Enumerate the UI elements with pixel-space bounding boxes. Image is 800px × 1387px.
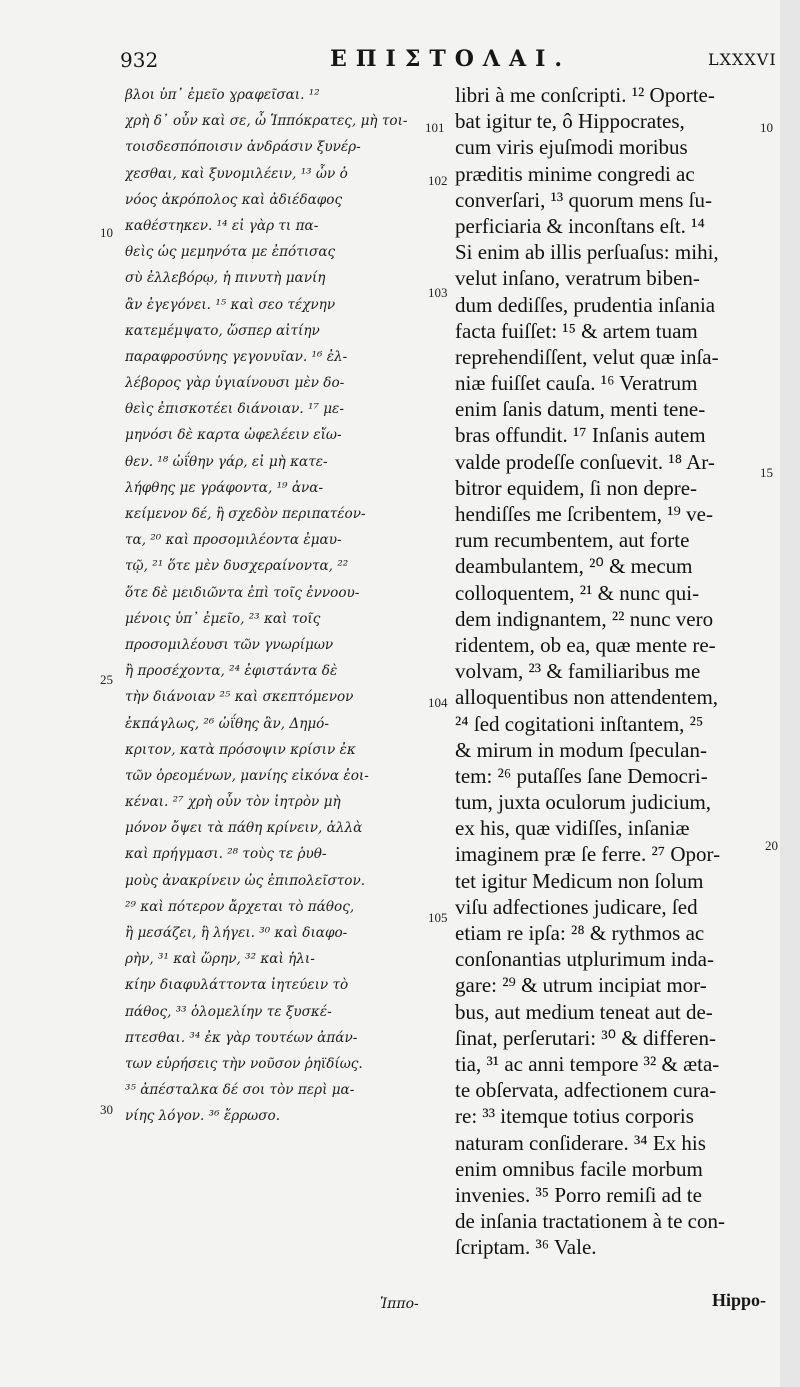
greek-text-line: ²⁹ καὶ πότερον ἄρχεται τὸ πάθος, <box>125 898 355 915</box>
latin-text-line: dum dediſſes, prudentia inſania <box>455 292 716 317</box>
greek-text-line: τῶν ὁρεομένων, μανίης εἰκόνα ἐοι- <box>125 767 369 784</box>
greek-text-line: νίης λόγον. ³⁶ ἔρρωσο. <box>125 1108 281 1125</box>
latin-text-column <box>455 82 775 1260</box>
greek-text-line: μοὺς ἀνακρίνειν ὡς ἐπιπολεῖστον. <box>125 872 366 889</box>
latin-text-line: & mirum in modum ſpeculan- <box>455 737 707 762</box>
greek-text-line: προσομιλέουσι τῶν γνωρίμων <box>125 636 334 653</box>
greek-text-line: ἂν ἐγεγόνει. ¹⁵ καὶ σεο τέχνην <box>125 296 336 313</box>
page-edge <box>780 0 800 1387</box>
margin-number-104: 104 <box>428 695 448 710</box>
greek-text-line: πτεσθαι. ³⁴ ἐκ γὰρ τουτέων ἁπάν- <box>125 1029 358 1046</box>
greek-text-line: κέναι. ²⁷ χρὴ οὖν τὸν ἰητρὸν μὴ <box>125 794 341 811</box>
greek-text-line: νόος ἀκρόπολος καὶ ἀδιέδαφος <box>125 191 343 208</box>
latin-text-line: ſinat, perſerutari: ³⁰ & differen- <box>455 1025 716 1050</box>
latin-text-line: tem: ²⁶ putaſſes ſane Democri- <box>455 763 708 788</box>
greek-text-line: ἢ προσέχοντα, ²⁴ ἐφιστάντα δὲ <box>125 663 338 680</box>
greek-text-line: μηνόσι δὲ καρτα ὠφελέειν εἴω- <box>125 427 342 444</box>
greek-text-line: θεὶς ἐπισκοτέει διάνοιαν. ¹⁷ με- <box>125 401 344 418</box>
latin-text-line: gare: ²⁹ & utrum incipiat mor- <box>455 973 707 998</box>
latin-text-line: ex his, quæ vidiſſes, inſaniæ <box>455 816 690 841</box>
greek-text-line: τῷ, ²¹ ὅτε μὲν δυσχεραίνοντα, ²² <box>125 558 349 575</box>
greek-text-line: χρὴ δ᾽ οὖν καὶ σε, ὦ Ἱππόκρατες, μὴ τοι- <box>125 113 408 130</box>
latin-text-line: re: ³³ itemque totius corporis <box>455 1104 694 1129</box>
latin-text-line: bitror equidem, ſi non depre- <box>455 475 698 500</box>
latin-text-line: enim ſanis datum, menti tene- <box>455 397 706 422</box>
latin-text-line: velut inſano, veratrum biben- <box>455 266 700 291</box>
latin-text-line: invenies. ³⁵ Porro remiſi ad te <box>455 1182 702 1207</box>
running-title: ΕΠΙΣΤΟΛΑΙ. <box>330 46 572 72</box>
latin-text-line: rum recumbentem, aut forte <box>455 528 690 553</box>
latin-text-line: imaginem præ ſe ferre. ²⁷ Opor- <box>455 842 721 867</box>
greek-text-line: βλοι ὑπ᾽ ἐμεῖο ɣραφεῖσαι. ¹² <box>125 87 320 103</box>
greek-text-line: χεσθαι, καὶ ξυνομιλέειν, ¹³ ὧν ὁ <box>125 165 348 182</box>
greek-text-line: πάθος, ³³ ὁλομελίην τε ξυσκέ- <box>125 1003 332 1020</box>
greek-text-line: θεν. ¹⁸ ὠΐθην γάρ, εἰ μὴ κατε- <box>125 453 328 470</box>
latin-text-line: præditis minime congredi ac <box>455 161 695 186</box>
page-header <box>0 42 780 82</box>
margin-number-102: 102 <box>428 173 448 188</box>
greek-text-line: μένοις ὑπ᾽ ἐμεῖο, ²³ καὶ τοῖς <box>125 610 321 627</box>
latin-text-line: Si enim ab illis perſuaſus: mihi, <box>455 240 719 265</box>
latin-text-line: bras offundit. ¹⁷ Inſanis autem <box>455 423 706 448</box>
greek-text-line: των εὑρήσεις τὴν νοῦσον ῥηϊδίως. <box>125 1055 363 1072</box>
latin-text-line: facta fuiſſet: ¹⁵ & artem tuam <box>455 318 698 343</box>
margin-number-latin-20: 20 <box>765 838 778 853</box>
latin-catchword: Hippo- <box>712 1290 767 1310</box>
latin-text-line: niæ fuiſſet cauſa. ¹⁶ Veratrum <box>455 371 698 396</box>
latin-text-line: libri à me conſcripti. ¹² Oporte- <box>455 83 715 107</box>
greek-text-line: παραφροσύνης γεγονυῖαν. ¹⁶ ἐλ- <box>125 348 348 365</box>
margin-number-latin-10: 10 <box>760 120 773 135</box>
greek-text-line: καὶ πρήγμασι. ²⁸ τοὺς τε ῥυθ- <box>125 846 327 863</box>
margin-number-103: 103 <box>428 285 448 300</box>
latin-text-line: volvam, ²³ & familiaribus me <box>455 659 701 684</box>
greek-text-line: λέβορος γὰρ ὑγιαίνουσι μὲν δο- <box>125 375 345 392</box>
greek-text-line: τὴν διάνοιαν ²⁵ καὶ σκεπτόμενον <box>125 689 354 706</box>
latin-text-line: viſu adfectiones judicare, ſed <box>455 894 698 919</box>
latin-text-line: converſari, ¹³ quorum mens ſu- <box>455 187 712 212</box>
latin-text-line: etiam re ipſa: ²⁸ & rythmos ac <box>455 921 705 945</box>
latin-text-line: reprehendiſſent, velut quæ inſa- <box>455 344 719 369</box>
latin-text-line: dem indignantem, ²² nunc vero <box>455 606 714 631</box>
greek-text-line: καθέστηκεν. ¹⁴ εἰ γὰρ τι πα- <box>125 217 319 234</box>
chapter-number: LXXXVI <box>708 50 777 69</box>
greek-text-line: ἐκπάγλως, ²⁶ ὠΐθης ἂν, Δημό- <box>125 715 329 732</box>
greek-text-line: ὅτε δὲ μειδιῶντα ἐπὶ τοῖς ἐννοου- <box>125 584 360 601</box>
greek-text-line: θεὶς ὡς μεμηνότα με ἐπότισας <box>125 244 336 261</box>
greek-text-line: κείμενον δέ, ἢ σχεδὸν περιπατέον- <box>125 506 366 522</box>
greek-text-line: κριτον, κατὰ πρόσοψιν κρίσιν ἐκ <box>125 741 356 758</box>
latin-text-line: tia, ³¹ ac anni tempore ³² & æta- <box>455 1051 720 1076</box>
greek-text-line: τοισδεσπόποισιν ἀνδράσιν ξυνέρ- <box>125 139 361 156</box>
margin-number-105: 105 <box>428 910 448 925</box>
latin-text-line: deambulantem, ²⁰ & mecum <box>455 554 693 579</box>
latin-text-line: valde prodeſſe conſuevit. ¹⁸ Ar- <box>455 449 715 474</box>
latin-text-line: enim omnibus facile morbum <box>455 1156 703 1181</box>
latin-text-line: alloquentibus non attendentem, <box>455 685 719 710</box>
greek-text-line: ρὴν, ³¹ καὶ ὥρην, ³² καὶ ἡλι- <box>125 951 315 968</box>
latin-text-line: ²⁴ ſed cogitationi inſtantem, ²⁵ <box>455 711 704 736</box>
latin-text-line: tet igitur Medicum non ſolum <box>455 868 704 893</box>
greek-text-line: ³⁵ ἀπέσταλκα δέ σοι τὸν περὶ μα- <box>125 1082 355 1099</box>
greek-text-line: τα, ²⁰ καὶ προσομιλέοντα ἐμαυ- <box>125 532 342 549</box>
margin-number-10: 10 <box>100 225 113 240</box>
latin-text-line: conſonantias utplurimum inda- <box>455 947 714 972</box>
latin-text-line: hendiſſes me ſcribentem, ¹⁹ ve- <box>455 502 713 526</box>
page-number: 932 <box>120 48 159 72</box>
latin-text-line: colloquentem, ²¹ & nunc qui- <box>455 580 700 605</box>
margin-number-101: 101 <box>425 120 445 135</box>
greek-text-line: μόνον ὄψει τὰ πάθη κρίνειν, ἀλλὰ <box>125 820 363 837</box>
latin-text-line: tum, juxta oculorum judicium, <box>455 790 712 815</box>
margin-number-30: 30 <box>100 1102 113 1117</box>
greek-catchword: Ἱππο- <box>380 1296 419 1312</box>
greek-text-line: σὺ ἐλλεβόρῳ, ἡ πινυτὴ μανίη <box>125 270 326 287</box>
greek-text-line: ἢ μεσάζει, ἢ λήγει. ³⁰ καὶ διαφο- <box>125 925 348 941</box>
greek-text-line: λήφθης με γράφοντα, ¹⁹ ἀνα- <box>125 479 324 496</box>
latin-text-line: perficiaria & inconſtans eſt. ¹⁴ <box>455 213 705 238</box>
greek-text-column <box>125 82 445 1130</box>
latin-text-line: ſcriptam. ³⁶ Vale. <box>455 1235 597 1260</box>
latin-text-line: de inſania tractationem à te con- <box>455 1209 725 1234</box>
latin-text-line: bat igitur te, ô Hippocrates, <box>455 109 685 134</box>
margin-number-25: 25 <box>100 672 113 687</box>
greek-text-line: κίην διαφυλάττοντα ἰητεύειν τὸ <box>125 977 349 994</box>
greek-text-line: κατεμέμψατο, ὥσπερ αἰτίην <box>125 322 320 339</box>
latin-text-line: bus, aut medium teneat aut de- <box>455 999 713 1024</box>
latin-text-line: cum viris ejuſmodi moribus <box>455 135 688 160</box>
latin-text-line: naturam conſiderare. ³⁴ Ex his <box>455 1130 706 1155</box>
latin-text-line: te obſervata, adfectionem cura- <box>455 1078 717 1103</box>
margin-number-latin-15: 15 <box>760 465 773 480</box>
latin-text-line: ridentem, ob ea, quæ mente re- <box>455 632 716 657</box>
